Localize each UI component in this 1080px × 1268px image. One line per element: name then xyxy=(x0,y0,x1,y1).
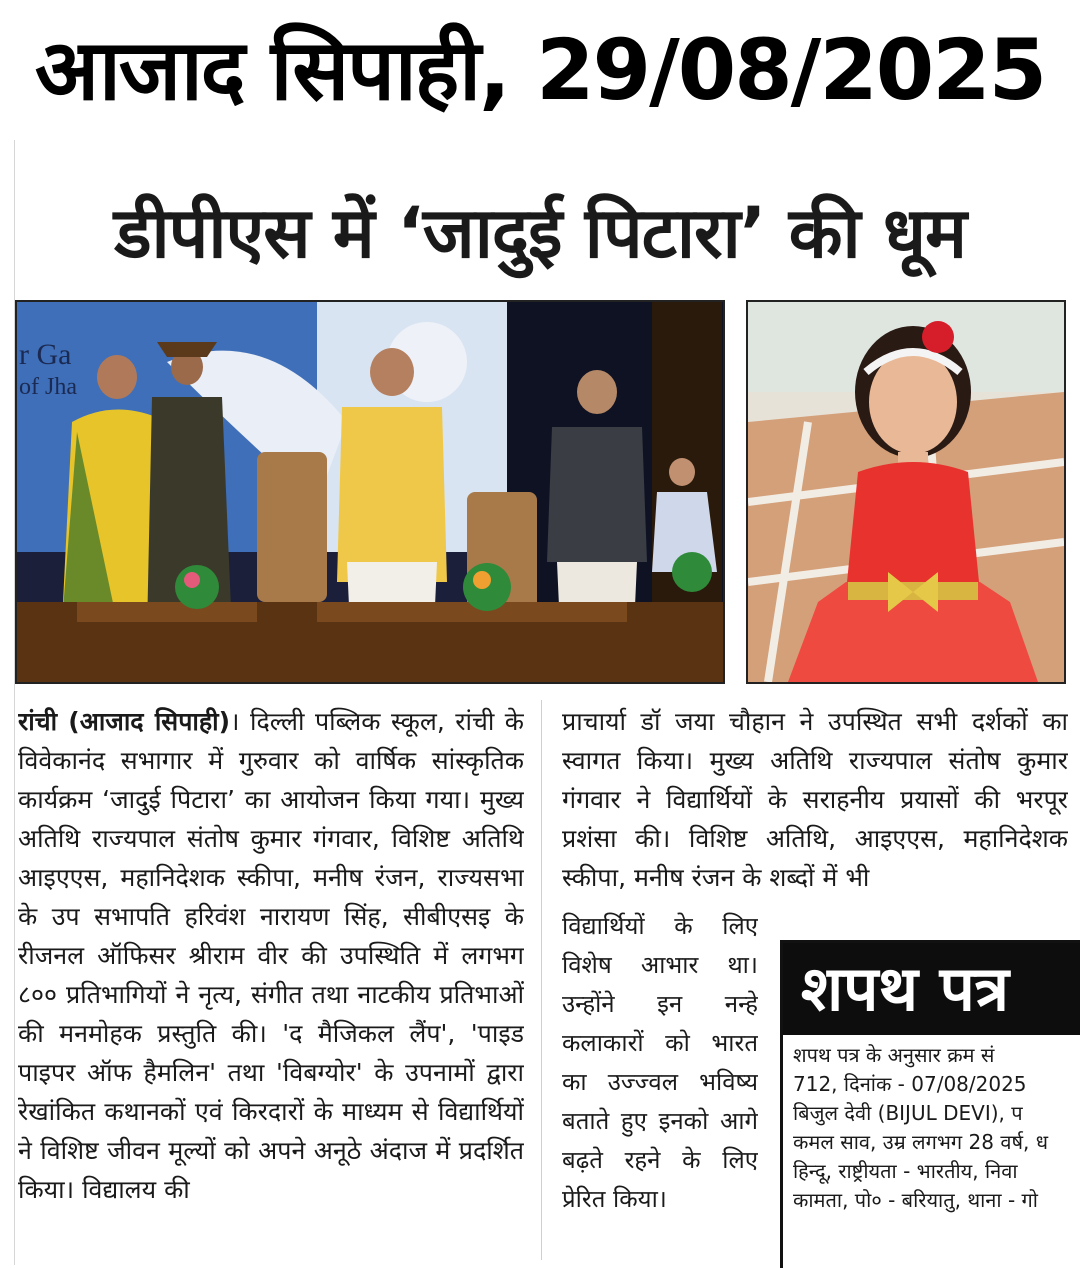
article-column-1 xyxy=(18,702,524,1262)
banner-text-2: of Jha xyxy=(19,374,77,400)
banner-text-1: r Ga xyxy=(19,338,72,371)
article-column-2-bottom: विद्यार्थियों के लिए विशेष आभार था। उन्होंने इन नन्हे कलाकारों को भारत का उज्ज्वल भविष्य बताते हुए इनको आगे बढ़ते रहने के लिए प्रेरित किया। xyxy=(562,912,758,1213)
article-headline: डीपीएस में ‘जादुई पिटारा’ की धूम xyxy=(114,192,966,274)
stage-event-photo xyxy=(15,300,725,684)
article-column-2-top: प्राचार्या डॉ जया चौहान ने उपस्थित सभी दर्शकों का स्वागत किया। मुख्य अतिथि राज्यपाल संतोष कुमार गंगवार ने विद्यार्थियों के सराहनीय प्रयासों की भरपूर प्रशंसा की। विशिष्ट अतिथि, आइएएस, महानिदेशक स्कीपा, मनीष रंजन के शब्दों में भी xyxy=(562,707,1068,892)
article-dateline: रांची (आजाद सिपाही) xyxy=(18,707,231,736)
notice-line: हिन्दू, राष्ट्रीयता - भारतीय, निवा xyxy=(793,1159,1018,1183)
article-body-col1: । दिल्ली पब्लिक स्कूल, रांची के विवेकानंद सभागार में गुरुवार को वार्षिक सांस्कृतिक कार्यक्रम ‘जादुई पिटारा’ का आयोजन किया गया। मुख्य अतिथि राज्यपाल संतोष कुमार गंगवार, विशिष्ट अतिथि आइएएस, महानिदेशक स्कीपा, मनीष रंजन, राज्यसभा के उप सभापति हरिवंश नारायण सिंह, सीबीएसइ के रीजनल ऑफिसर श्रीराम वीर की उपस्थिति में लगभग ८०० प्रतिभागियों ने नृत्य, संगीत तथा नाटकीय प्रतिभाओं की मनमोहक प्रस्तुति की। 'द मैजिकल लैंप', 'पाइड पाइपर ऑफ हैमलिन' तथा 'विबग्योर' के उपनामों द्वारा रेखांकित कथानकों एवं किरदारों के माध्यम से विद्यार्थियों ने विशिष्ट जीवन मूल्यों को अपने अनूठे अंदाज में प्रदर्शित किया। विद्यालय की xyxy=(18,707,524,1204)
notice-body xyxy=(783,1035,1080,1215)
masthead-title: आजाद सिपाही, 29/08/2025 xyxy=(34,21,1046,119)
notice-title: शपथ पत्र xyxy=(783,943,1080,1035)
notice-line: कमल साव, उम्र लगभग 28 वर्ष, ध xyxy=(793,1130,1049,1154)
girl-performer-photo xyxy=(746,300,1066,684)
notice-line: बिजुल देवी (BIJUL DEVI), प xyxy=(793,1101,1023,1125)
affidavit-notice xyxy=(780,940,1080,1268)
notice-line: कामता, पो० - बरियातु, थाना - गो xyxy=(793,1188,1038,1212)
notice-line: 712, दिनांक - 07/08/2025 xyxy=(793,1072,1027,1096)
column-divider xyxy=(541,700,542,1260)
notice-line: शपथ पत्र के अनुसार क्रम सं xyxy=(793,1043,995,1067)
